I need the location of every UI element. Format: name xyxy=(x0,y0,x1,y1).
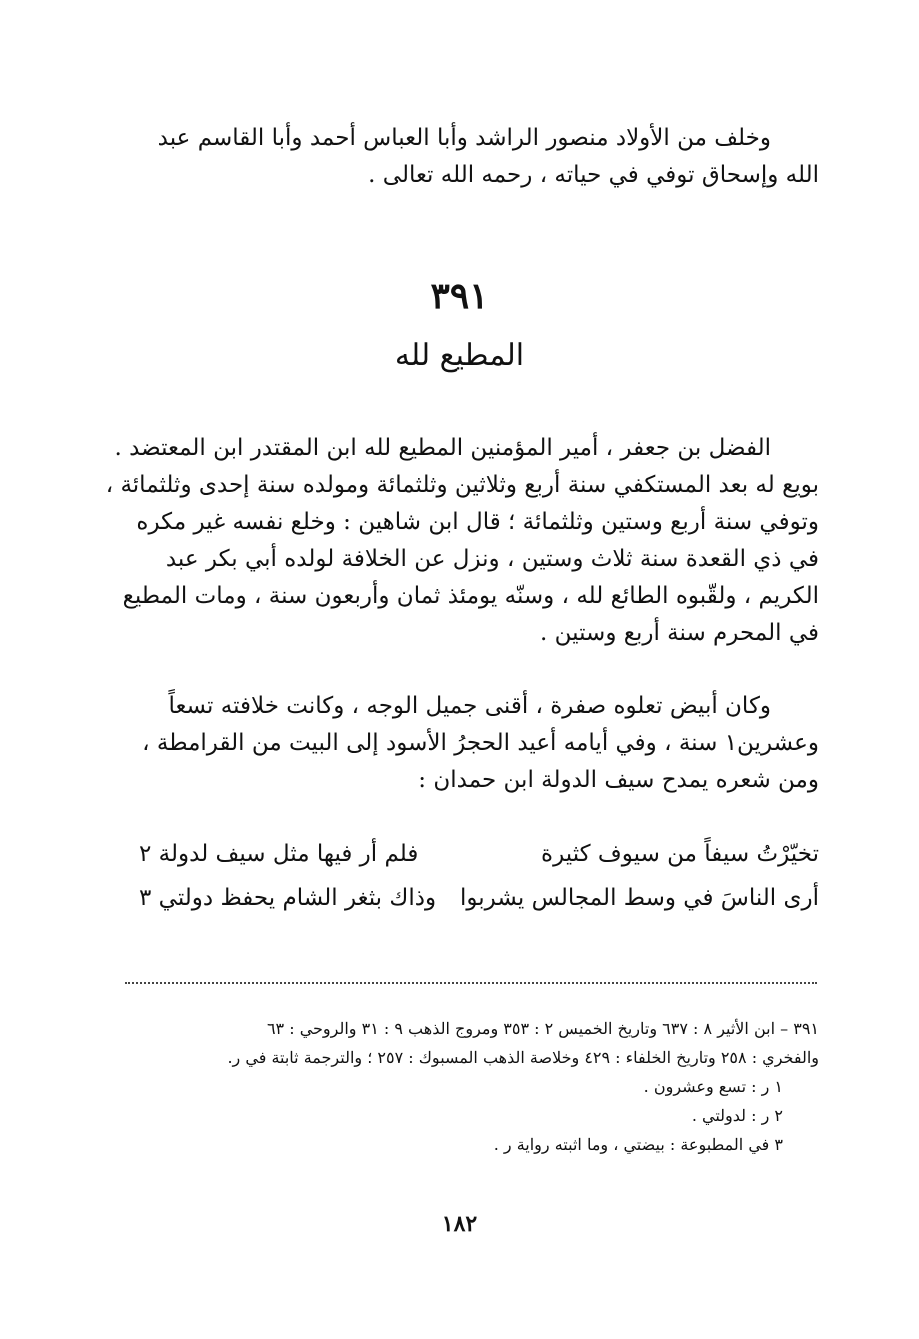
intro-paragraph xyxy=(101,120,819,194)
footnote-line: ٣٩١ – ابن الأثير ٨ : ٦٣٧ وتاريخ الخميس ٢ : ٣٥٣ ومروج الذهب ٩ : ٣١ والروحي : ٦٣ xyxy=(266,1019,819,1038)
poem-first-hemistich: أرى الناسَ في وسط المجالس يشربوا xyxy=(459,885,819,911)
footnote-line: ١ ر : تسع وعشرون . xyxy=(643,1077,783,1096)
poem xyxy=(139,832,819,920)
text-line: الكريم ، ولقّبوه الطائع لله ، وسنّه يومئذ ثمان وأربعون سنة ، ومات المطيع xyxy=(122,583,819,609)
text-line: وخلف من الأولاد منصور الراشد وأبا العباس أحمد وأبا القاسم عبد xyxy=(157,125,771,151)
biography-paragraph xyxy=(101,430,819,652)
footnotes xyxy=(119,1014,819,1159)
poem-verse xyxy=(139,876,819,920)
page-number: ١٨٢ xyxy=(441,1211,478,1237)
poem-second-hemistich: وذاك بثغر الشام يحفظ دولتي ٣ xyxy=(139,885,437,911)
text-line: وعشرين١ سنة ، وفي أيامه أعيد الحجرُ الأسود إلى البيت من القرامطة ، xyxy=(142,730,819,756)
text-line: في ذي القعدة سنة ثلاث وستين ، ونزل عن الخلافة لولده أبي بكر عبد xyxy=(165,546,819,572)
footnote-line: ٢ ر : لدولتي . xyxy=(691,1106,783,1125)
entry-number: ٣٩١ xyxy=(430,275,489,317)
text-line: الله وإسحاق توفي في حياته ، رحمه الله تعالى . xyxy=(368,162,819,188)
poem-second-hemistich: فلم أر فيها مثل سيف لدولة ٢ xyxy=(139,841,419,867)
poem-verse xyxy=(139,832,819,876)
footnote-line: والفخري : ٢٥٨ وتاريخ الخلفاء : ٤٢٩ وخلاصة الذهب المسبوك : ٢٥٧ ؛ والترجمة ثابتة في ر. xyxy=(227,1048,819,1067)
footnote-divider xyxy=(125,982,817,984)
description-paragraph xyxy=(101,688,819,799)
entry-title: المطيع لله xyxy=(394,338,525,373)
text-line: ومن شعره يمدح سيف الدولة ابن حمدان : xyxy=(418,767,819,793)
text-line: وتوفي سنة أربع وستين وثلثمائة ؛ قال ابن شاهين : وخلع نفسه غير مكره xyxy=(136,509,819,535)
text-line: الفضل بن جعفر ، أمير المؤمنين المطيع لله ابن المقتدر ابن المعتضد . xyxy=(114,435,771,461)
poem-first-hemistich: تخيّرْتُ سيفاً من سيوف كثيرة xyxy=(541,841,819,867)
footnote-line: ٣ في المطبوعة : بيضتي ، وما اثبته رواية ر . xyxy=(493,1135,783,1154)
text-line: في المحرم سنة أربع وستين . xyxy=(540,620,819,646)
text-line: وكان أبيض تعلوه صفرة ، أقنى جميل الوجه ، وكانت خلافته تسعاً xyxy=(168,693,771,719)
text-line: بويع له بعد المستكفي سنة أربع وثلاثين وثلثمائة ومولده سنة إحدى وثلثمائة ، xyxy=(105,472,819,498)
